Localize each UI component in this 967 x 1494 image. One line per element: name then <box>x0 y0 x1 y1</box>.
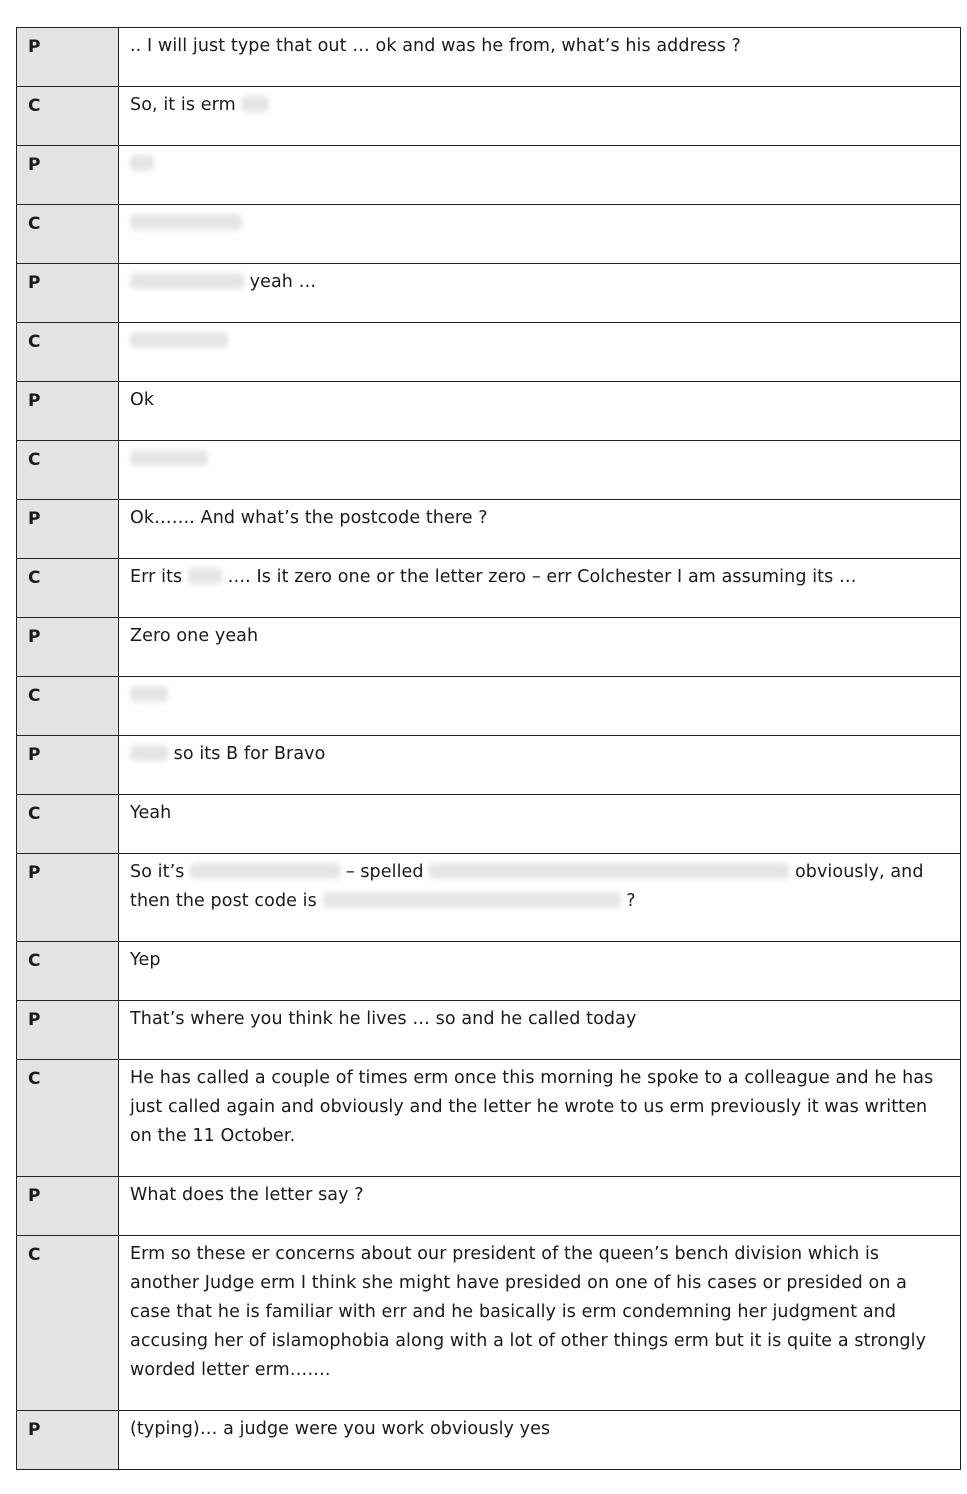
dialogue-cell <box>119 146 961 205</box>
table-row <box>17 205 961 264</box>
speaker-cell: P <box>17 1411 119 1470</box>
dialogue-text: Ok <box>130 390 155 410</box>
dialogue-cell <box>119 382 961 441</box>
table-row <box>17 618 961 677</box>
dialogue-text: Yeah <box>130 803 172 823</box>
speaker-cell: P <box>17 146 119 205</box>
table-row <box>17 28 961 87</box>
dialogue-cell <box>119 854 961 942</box>
dialogue-cell <box>119 795 961 854</box>
dialogue-cell <box>119 1060 961 1177</box>
dialogue-cell <box>119 323 961 382</box>
dialogue-cell <box>119 618 961 677</box>
redacted-text <box>130 213 242 231</box>
speaker-cell: C <box>17 795 119 854</box>
table-row <box>17 500 961 559</box>
table-row <box>17 323 961 382</box>
dialogue-text: So, it is erm <box>130 95 242 115</box>
dialogue-cell <box>119 1177 961 1236</box>
table-row <box>17 1236 961 1411</box>
dialogue-text: – spelled <box>340 862 430 882</box>
redacted-text <box>130 685 168 703</box>
table-row <box>17 1060 961 1177</box>
speaker-cell: P <box>17 1001 119 1060</box>
dialogue-text: …. Is it zero one or the letter zero – err Colchester I am assuming its … <box>221 567 857 587</box>
table-row <box>17 146 961 205</box>
dialogue-text: Err its <box>130 567 188 587</box>
table-row <box>17 854 961 942</box>
speaker-cell: P <box>17 28 119 87</box>
speaker-cell: P <box>17 500 119 559</box>
table-row <box>17 441 961 500</box>
redacted-text <box>130 272 244 290</box>
table-row <box>17 1411 961 1470</box>
dialogue-text: So it’s <box>130 862 191 882</box>
dialogue-text: He has called a couple of times erm once this morning he spoke to a colleague and he has just called again and obviously and the letter he wrote to us erm previously it was written on the 11 October. <box>130 1068 934 1146</box>
table-row <box>17 264 961 323</box>
redacted-text <box>323 891 621 909</box>
speaker-cell: P <box>17 618 119 677</box>
table-row <box>17 382 961 441</box>
speaker-cell: P <box>17 736 119 795</box>
table-row <box>17 942 961 1001</box>
speaker-cell: C <box>17 559 119 618</box>
speaker-cell: P <box>17 854 119 942</box>
dialogue-text: Ok……. And what’s the postcode there ? <box>130 508 488 528</box>
table-row <box>17 736 961 795</box>
table-row <box>17 795 961 854</box>
speaker-cell: C <box>17 87 119 146</box>
dialogue-text: ? <box>620 891 636 911</box>
speaker-cell: C <box>17 1236 119 1411</box>
dialogue-text: That’s where you think he lives … so and he called today <box>130 1009 637 1029</box>
dialogue-cell <box>119 500 961 559</box>
dialogue-cell <box>119 736 961 795</box>
transcript-table <box>16 27 961 1470</box>
dialogue-cell <box>119 677 961 736</box>
dialogue-text: yeah … <box>244 272 317 292</box>
dialogue-cell <box>119 942 961 1001</box>
redacted-text <box>130 449 208 467</box>
dialogue-cell <box>119 28 961 87</box>
dialogue-text: obviously, and then the post code is <box>130 862 924 911</box>
speaker-cell: C <box>17 1060 119 1177</box>
redacted-text <box>190 862 340 880</box>
speaker-cell: P <box>17 1177 119 1236</box>
dialogue-text: Yep <box>130 950 161 970</box>
dialogue-text: What does the letter say ? <box>130 1185 364 1205</box>
dialogue-cell <box>119 87 961 146</box>
dialogue-text: so its B for Bravo <box>168 744 326 764</box>
speaker-cell: C <box>17 205 119 264</box>
redacted-text <box>241 95 269 113</box>
table-row <box>17 559 961 618</box>
speaker-cell: C <box>17 677 119 736</box>
table-row <box>17 1177 961 1236</box>
redacted-text <box>130 331 228 349</box>
dialogue-cell <box>119 264 961 323</box>
redacted-text <box>429 862 789 880</box>
redacted-text <box>130 154 154 172</box>
speaker-cell: C <box>17 441 119 500</box>
dialogue-cell <box>119 1001 961 1060</box>
dialogue-cell <box>119 441 961 500</box>
speaker-cell: P <box>17 264 119 323</box>
dialogue-cell <box>119 1236 961 1411</box>
table-row <box>17 1001 961 1060</box>
dialogue-cell <box>119 559 961 618</box>
table-row <box>17 677 961 736</box>
dialogue-text: Zero one yeah <box>130 626 259 646</box>
speaker-cell: C <box>17 942 119 1001</box>
redacted-text <box>188 567 222 585</box>
dialogue-text: Erm so these er concerns about our president of the queen’s bench division which is another Judge erm I think she might have presided on one of his cases or presided on a case that he is familiar with err and he basically is erm condemning her judgment and accusing her of islamophobia along with a lot of other things erm but it is quite a strongly worded letter erm……. <box>130 1244 927 1380</box>
dialogue-cell <box>119 1411 961 1470</box>
table-row <box>17 87 961 146</box>
dialogue-cell <box>119 205 961 264</box>
dialogue-text: .. I will just type that out … ok and was he from, what’s his address ? <box>130 36 741 56</box>
speaker-cell: C <box>17 323 119 382</box>
speaker-cell: P <box>17 382 119 441</box>
redacted-text <box>130 744 168 762</box>
dialogue-text: (typing)… a judge were you work obviously yes <box>130 1419 551 1439</box>
